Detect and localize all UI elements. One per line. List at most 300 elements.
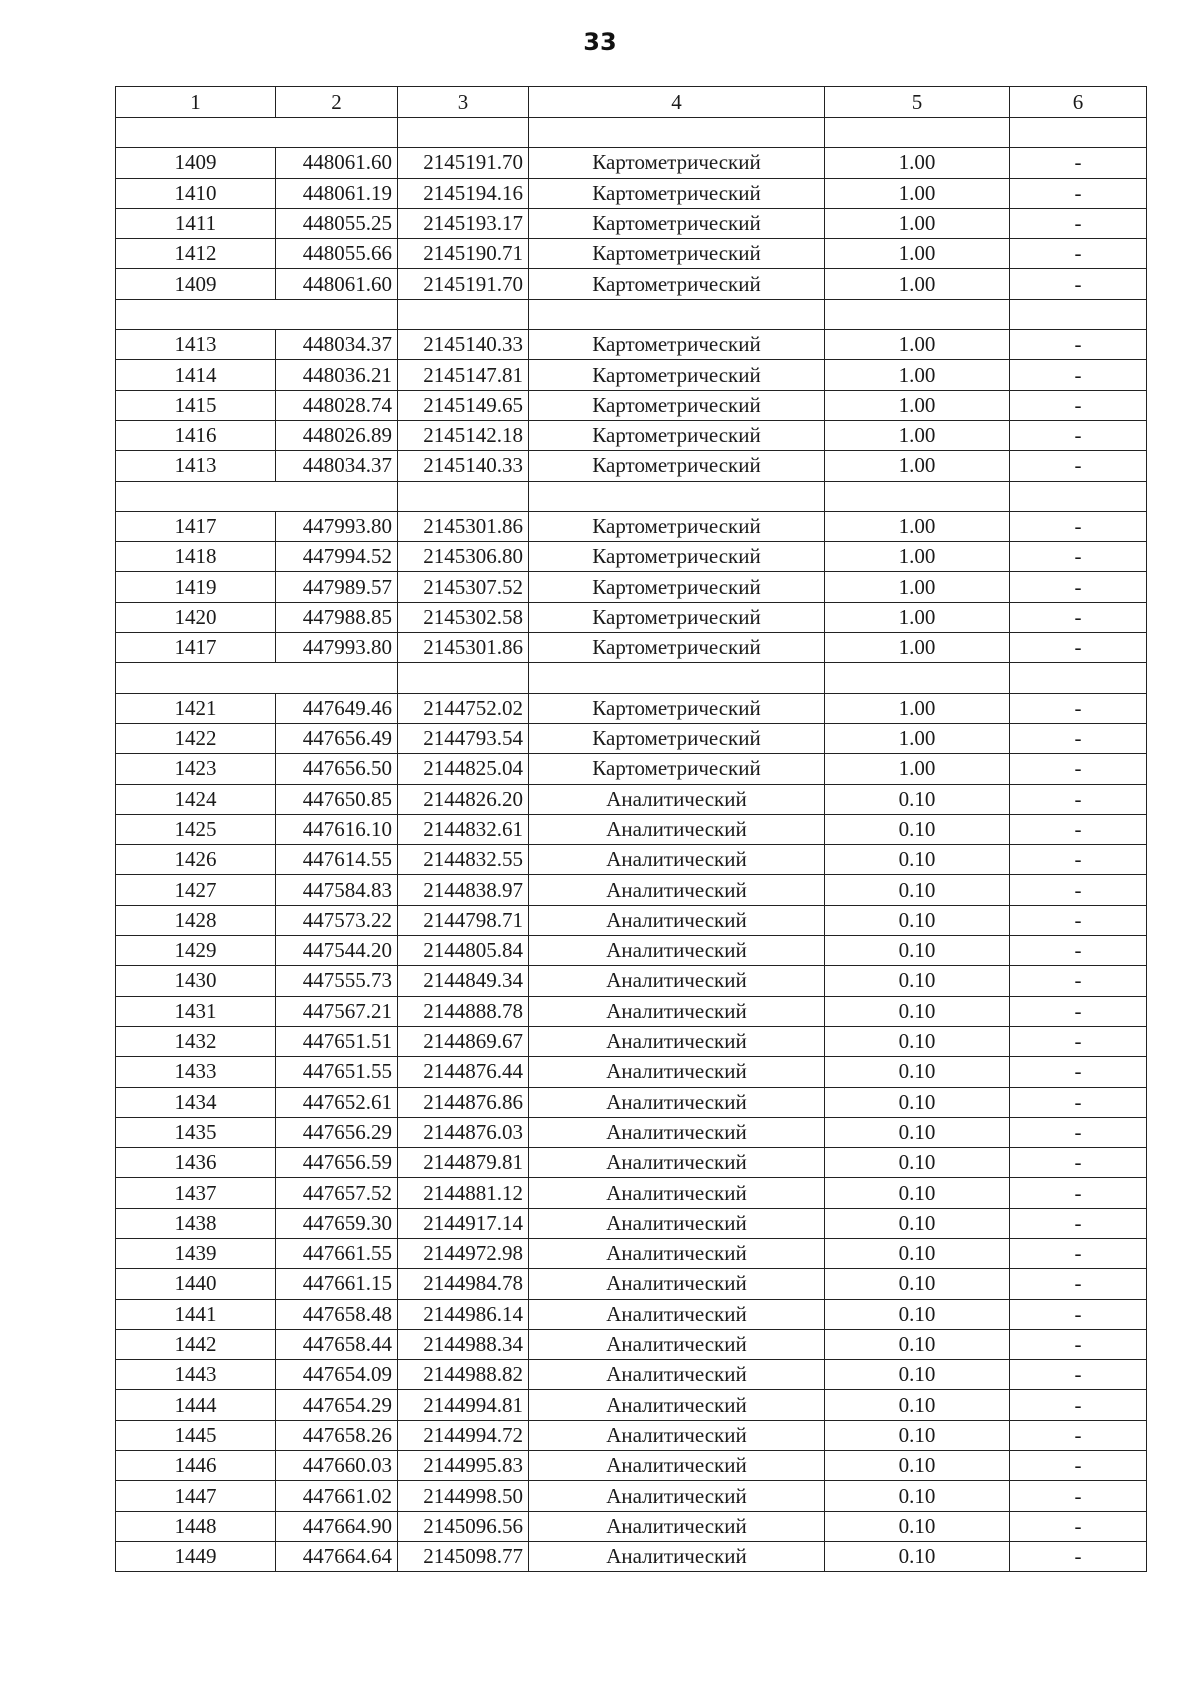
cell-col-3: 2145302.58 — [398, 602, 529, 632]
cell-col-2: 447616.10 — [276, 814, 398, 844]
cell-col-6: - — [1010, 208, 1147, 238]
cell-col-1: 1441 — [116, 1299, 276, 1329]
cell-col-6: - — [1010, 602, 1147, 632]
cell-col-3: 2144917.14 — [398, 1208, 529, 1238]
cell-col-6: - — [1010, 966, 1147, 996]
cell-col-5: 1.00 — [825, 360, 1010, 390]
cell-col-4: Картометрический — [529, 511, 825, 541]
cell-col-5: 0.10 — [825, 1451, 1010, 1481]
cell-col-1: 1435 — [116, 1117, 276, 1147]
cell-col-1: 1428 — [116, 905, 276, 935]
cell-col-1: 1430 — [116, 966, 276, 996]
cell-col-6: - — [1010, 875, 1147, 905]
cell-col-3: 2144805.84 — [398, 936, 529, 966]
cell-col-3: 2144832.55 — [398, 845, 529, 875]
cell-col-5: 0.10 — [825, 1481, 1010, 1511]
cell-col-5: 1.00 — [825, 420, 1010, 450]
cell-col-2: 447658.26 — [276, 1420, 398, 1450]
cell-col-3: 2145191.70 — [398, 269, 529, 299]
cell-col-4: Картометрический — [529, 360, 825, 390]
cell-col-6: - — [1010, 360, 1147, 390]
cell-col-6: - — [1010, 542, 1147, 572]
cell-col-4: Аналитический — [529, 875, 825, 905]
table-row — [116, 1541, 1147, 1571]
cell-col-2: 448036.21 — [276, 360, 398, 390]
cell-col-2: 448034.37 — [276, 330, 398, 360]
table-row — [116, 754, 1147, 784]
cell-col-4: Аналитический — [529, 1238, 825, 1268]
cell-col-6: - — [1010, 1360, 1147, 1390]
cell-col-1: 1417 — [116, 511, 276, 541]
cell-col-1: 1416 — [116, 420, 276, 450]
cell-col-1: 1427 — [116, 875, 276, 905]
cell-col-3: 2144988.82 — [398, 1360, 529, 1390]
cell-col-4: Аналитический — [529, 1511, 825, 1541]
cell-col-2: 448026.89 — [276, 420, 398, 450]
table-row — [116, 451, 1147, 481]
cell-col-3: 2144798.71 — [398, 905, 529, 935]
separator-row — [116, 299, 1147, 329]
table-row — [116, 966, 1147, 996]
cell-col-5: 0.10 — [825, 936, 1010, 966]
cell-col-5: 0.10 — [825, 1057, 1010, 1087]
cell-col-2: 447661.55 — [276, 1238, 398, 1268]
cell-col-5: 1.00 — [825, 602, 1010, 632]
cell-col-4: Аналитический — [529, 814, 825, 844]
cell-col-4: Картометрический — [529, 330, 825, 360]
cell-col-2: 447993.80 — [276, 633, 398, 663]
cell-col-5: 1.00 — [825, 723, 1010, 753]
cell-col-6: - — [1010, 1117, 1147, 1147]
cell-col-5: 1.00 — [825, 693, 1010, 723]
cell-col-4: Аналитический — [529, 1269, 825, 1299]
cell-col-6: - — [1010, 996, 1147, 1026]
cell-col-5: 0.10 — [825, 905, 1010, 935]
table-row — [116, 875, 1147, 905]
cell-col-5: 0.10 — [825, 875, 1010, 905]
separator-cell — [529, 299, 825, 329]
separator-cell — [398, 481, 529, 511]
cell-col-6: - — [1010, 814, 1147, 844]
cell-col-2: 447661.15 — [276, 1269, 398, 1299]
cell-col-2: 447651.55 — [276, 1057, 398, 1087]
page-number: 33 — [583, 28, 617, 56]
separator-row — [116, 663, 1147, 693]
cell-col-6: - — [1010, 1299, 1147, 1329]
cell-col-4: Картометрический — [529, 269, 825, 299]
cell-col-6: - — [1010, 905, 1147, 935]
cell-col-5: 0.10 — [825, 1087, 1010, 1117]
cell-col-6: - — [1010, 754, 1147, 784]
cell-col-2: 447659.30 — [276, 1208, 398, 1238]
cell-col-6: - — [1010, 845, 1147, 875]
table-row — [116, 784, 1147, 814]
cell-col-4: Аналитический — [529, 1299, 825, 1329]
cell-col-2: 447994.52 — [276, 542, 398, 572]
cell-col-6: - — [1010, 390, 1147, 420]
cell-col-5: 1.00 — [825, 178, 1010, 208]
cell-col-3: 2145140.33 — [398, 451, 529, 481]
cell-col-4: Аналитический — [529, 1208, 825, 1238]
cell-col-2: 447573.22 — [276, 905, 398, 935]
cell-col-6: - — [1010, 1087, 1147, 1117]
separator-cell — [398, 299, 529, 329]
cell-col-2: 447656.49 — [276, 723, 398, 753]
cell-col-1: 1444 — [116, 1390, 276, 1420]
cell-col-6: - — [1010, 1390, 1147, 1420]
cell-col-6: - — [1010, 633, 1147, 663]
cell-col-4: Аналитический — [529, 1087, 825, 1117]
cell-col-3: 2144825.04 — [398, 754, 529, 784]
cell-col-6: - — [1010, 148, 1147, 178]
cell-col-4: Аналитический — [529, 1451, 825, 1481]
column-header-6: 6 — [1010, 87, 1147, 118]
table-row — [116, 360, 1147, 390]
separator-cell — [825, 299, 1010, 329]
cell-col-3: 2144849.34 — [398, 966, 529, 996]
cell-col-5: 0.10 — [825, 1390, 1010, 1420]
cell-col-5: 0.10 — [825, 966, 1010, 996]
cell-col-3: 2144994.72 — [398, 1420, 529, 1450]
table-row — [116, 1087, 1147, 1117]
cell-col-1: 1443 — [116, 1360, 276, 1390]
cell-col-6: - — [1010, 1238, 1147, 1268]
cell-col-4: Картометрический — [529, 178, 825, 208]
cell-col-1: 1429 — [116, 936, 276, 966]
cell-col-2: 447656.29 — [276, 1117, 398, 1147]
cell-col-6: - — [1010, 1026, 1147, 1056]
cell-col-2: 447567.21 — [276, 996, 398, 1026]
cell-col-2: 447555.73 — [276, 966, 398, 996]
cell-col-3: 2144994.81 — [398, 1390, 529, 1420]
cell-col-6: - — [1010, 269, 1147, 299]
cell-col-1: 1442 — [116, 1329, 276, 1359]
column-header-1: 1 — [116, 87, 276, 118]
table-row — [116, 723, 1147, 753]
cell-col-4: Аналитический — [529, 1541, 825, 1571]
table-row — [116, 996, 1147, 1026]
cell-col-1: 1446 — [116, 1451, 276, 1481]
cell-col-2: 447993.80 — [276, 511, 398, 541]
cell-col-2: 447649.46 — [276, 693, 398, 723]
table-row — [116, 1420, 1147, 1450]
table-row — [116, 390, 1147, 420]
cell-col-2: 447660.03 — [276, 1451, 398, 1481]
cell-col-5: 0.10 — [825, 1238, 1010, 1268]
table-row — [116, 1026, 1147, 1056]
cell-col-1: 1418 — [116, 542, 276, 572]
separator-cell — [825, 481, 1010, 511]
table-row — [116, 1299, 1147, 1329]
cell-col-3: 2144986.14 — [398, 1299, 529, 1329]
cell-col-1: 1420 — [116, 602, 276, 632]
table-row — [116, 269, 1147, 299]
separator-row — [116, 118, 1147, 148]
cell-col-1: 1425 — [116, 814, 276, 844]
cell-col-3: 2145194.16 — [398, 178, 529, 208]
cell-col-6: - — [1010, 178, 1147, 208]
cell-col-2: 447654.09 — [276, 1360, 398, 1390]
cell-col-1: 1424 — [116, 784, 276, 814]
cell-col-3: 2145098.77 — [398, 1541, 529, 1571]
cell-col-4: Картометрический — [529, 148, 825, 178]
cell-col-3: 2144972.98 — [398, 1238, 529, 1268]
cell-col-6: - — [1010, 1451, 1147, 1481]
cell-col-4: Аналитический — [529, 1360, 825, 1390]
cell-col-5: 0.10 — [825, 1329, 1010, 1359]
separator-cell — [1010, 118, 1147, 148]
cell-col-4: Картометрический — [529, 208, 825, 238]
cell-col-3: 2144832.61 — [398, 814, 529, 844]
cell-col-6: - — [1010, 1511, 1147, 1541]
cell-col-3: 2145193.17 — [398, 208, 529, 238]
cell-col-4: Аналитический — [529, 1178, 825, 1208]
separator-cell — [1010, 481, 1147, 511]
separator-cell — [398, 663, 529, 693]
cell-col-4: Аналитический — [529, 1057, 825, 1087]
cell-col-3: 2145190.71 — [398, 239, 529, 269]
cell-col-2: 448055.25 — [276, 208, 398, 238]
cell-col-1: 1448 — [116, 1511, 276, 1541]
cell-col-6: - — [1010, 572, 1147, 602]
cell-col-3: 2145149.65 — [398, 390, 529, 420]
cell-col-2: 447664.90 — [276, 1511, 398, 1541]
cell-col-2: 448061.19 — [276, 178, 398, 208]
cell-col-2: 447988.85 — [276, 602, 398, 632]
table-row — [116, 1390, 1147, 1420]
cell-col-3: 2144988.34 — [398, 1329, 529, 1359]
cell-col-2: 447654.29 — [276, 1390, 398, 1420]
cell-col-2: 447651.51 — [276, 1026, 398, 1056]
table-row — [116, 1481, 1147, 1511]
table-row — [116, 542, 1147, 572]
table-row — [116, 208, 1147, 238]
table-row — [116, 845, 1147, 875]
cell-col-6: - — [1010, 1420, 1147, 1450]
cell-col-5: 0.10 — [825, 1026, 1010, 1056]
cell-col-2: 447650.85 — [276, 784, 398, 814]
cell-col-5: 0.10 — [825, 1178, 1010, 1208]
cell-col-2: 447656.59 — [276, 1148, 398, 1178]
cell-col-2: 447656.50 — [276, 754, 398, 784]
separator-cell — [529, 118, 825, 148]
cell-col-2: 447658.44 — [276, 1329, 398, 1359]
cell-col-5: 1.00 — [825, 239, 1010, 269]
cell-col-2: 447989.57 — [276, 572, 398, 602]
cell-col-1: 1413 — [116, 330, 276, 360]
separator-cell — [529, 663, 825, 693]
cell-col-1: 1447 — [116, 1481, 276, 1511]
cell-col-1: 1439 — [116, 1238, 276, 1268]
cell-col-3: 2145142.18 — [398, 420, 529, 450]
cell-col-6: - — [1010, 1178, 1147, 1208]
separator-cell — [1010, 663, 1147, 693]
cell-col-5: 0.10 — [825, 1299, 1010, 1329]
cell-col-4: Аналитический — [529, 1117, 825, 1147]
cell-col-3: 2144752.02 — [398, 693, 529, 723]
cell-col-1: 1411 — [116, 208, 276, 238]
cell-col-1: 1414 — [116, 360, 276, 390]
cell-col-2: 448061.60 — [276, 269, 398, 299]
separator-cell — [116, 118, 398, 148]
cell-col-2: 448055.66 — [276, 239, 398, 269]
cell-col-6: - — [1010, 936, 1147, 966]
cell-col-3: 2145096.56 — [398, 1511, 529, 1541]
cell-col-6: - — [1010, 1541, 1147, 1571]
cell-col-5: 1.00 — [825, 572, 1010, 602]
cell-col-1: 1440 — [116, 1269, 276, 1299]
cell-col-6: - — [1010, 420, 1147, 450]
cell-col-6: - — [1010, 330, 1147, 360]
table-row — [116, 1057, 1147, 1087]
cell-col-3: 2144838.97 — [398, 875, 529, 905]
cell-col-3: 2144879.81 — [398, 1148, 529, 1178]
cell-col-4: Аналитический — [529, 1420, 825, 1450]
cell-col-1: 1434 — [116, 1087, 276, 1117]
cell-col-1: 1412 — [116, 239, 276, 269]
cell-col-1: 1410 — [116, 178, 276, 208]
table-row — [116, 814, 1147, 844]
cell-col-6: - — [1010, 723, 1147, 753]
table-row — [116, 1178, 1147, 1208]
separator-cell — [398, 118, 529, 148]
cell-col-5: 0.10 — [825, 1148, 1010, 1178]
table-row — [116, 572, 1147, 602]
column-header-3: 3 — [398, 87, 529, 118]
cell-col-3: 2145307.52 — [398, 572, 529, 602]
cell-col-2: 447652.61 — [276, 1087, 398, 1117]
cell-col-4: Аналитический — [529, 1026, 825, 1056]
cell-col-4: Аналитический — [529, 784, 825, 814]
column-header-4: 4 — [529, 87, 825, 118]
table-row — [116, 1451, 1147, 1481]
cell-col-4: Картометрический — [529, 633, 825, 663]
cell-col-3: 2145191.70 — [398, 148, 529, 178]
cell-col-4: Картометрический — [529, 542, 825, 572]
table-row — [116, 1148, 1147, 1178]
cell-col-4: Картометрический — [529, 451, 825, 481]
cell-col-1: 1433 — [116, 1057, 276, 1087]
cell-col-6: - — [1010, 1208, 1147, 1238]
cell-col-5: 1.00 — [825, 269, 1010, 299]
cell-col-5: 0.10 — [825, 1208, 1010, 1238]
separator-cell — [1010, 299, 1147, 329]
cell-col-5: 0.10 — [825, 784, 1010, 814]
table-row — [116, 1208, 1147, 1238]
cell-col-3: 2144826.20 — [398, 784, 529, 814]
cell-col-6: - — [1010, 1481, 1147, 1511]
separator-cell — [825, 118, 1010, 148]
separator-row — [116, 481, 1147, 511]
cell-col-6: - — [1010, 784, 1147, 814]
cell-col-6: - — [1010, 511, 1147, 541]
cell-col-4: Аналитический — [529, 845, 825, 875]
cell-col-4: Аналитический — [529, 996, 825, 1026]
cell-col-3: 2144876.03 — [398, 1117, 529, 1147]
separator-cell — [116, 299, 398, 329]
table-row — [116, 420, 1147, 450]
table-body — [116, 118, 1147, 1572]
cell-col-1: 1419 — [116, 572, 276, 602]
table-row — [116, 148, 1147, 178]
separator-cell — [116, 663, 398, 693]
cell-col-5: 1.00 — [825, 330, 1010, 360]
cell-col-6: - — [1010, 1329, 1147, 1359]
cell-col-5: 0.10 — [825, 1360, 1010, 1390]
table-row — [116, 239, 1147, 269]
table-row — [116, 633, 1147, 663]
cell-col-4: Картометрический — [529, 693, 825, 723]
cell-col-1: 1422 — [116, 723, 276, 753]
table-row — [116, 1238, 1147, 1268]
cell-col-3: 2145301.86 — [398, 511, 529, 541]
cell-col-1: 1432 — [116, 1026, 276, 1056]
cell-col-3: 2145147.81 — [398, 360, 529, 390]
cell-col-2: 448034.37 — [276, 451, 398, 481]
cell-col-5: 0.10 — [825, 1117, 1010, 1147]
cell-col-2: 447544.20 — [276, 936, 398, 966]
cell-col-5: 1.00 — [825, 451, 1010, 481]
cell-col-6: - — [1010, 693, 1147, 723]
cell-col-1: 1421 — [116, 693, 276, 723]
cell-col-3: 2144888.78 — [398, 996, 529, 1026]
cell-col-4: Картометрический — [529, 390, 825, 420]
cell-col-5: 0.10 — [825, 996, 1010, 1026]
separator-cell — [529, 481, 825, 511]
cell-col-5: 1.00 — [825, 633, 1010, 663]
coordinates-table — [115, 86, 1147, 1572]
cell-col-4: Аналитический — [529, 1329, 825, 1359]
cell-col-1: 1445 — [116, 1420, 276, 1450]
cell-col-3: 2144869.67 — [398, 1026, 529, 1056]
separator-cell — [825, 663, 1010, 693]
cell-col-3: 2145140.33 — [398, 330, 529, 360]
cell-col-4: Картометрический — [529, 602, 825, 632]
cell-col-1: 1431 — [116, 996, 276, 1026]
cell-col-5: 1.00 — [825, 208, 1010, 238]
cell-col-2: 447658.48 — [276, 1299, 398, 1329]
header-row — [116, 87, 1147, 118]
table-row — [116, 1360, 1147, 1390]
cell-col-1: 1415 — [116, 390, 276, 420]
cell-col-1: 1438 — [116, 1208, 276, 1238]
cell-col-3: 2145306.80 — [398, 542, 529, 572]
cell-col-4: Аналитический — [529, 1481, 825, 1511]
cell-col-1: 1409 — [116, 269, 276, 299]
table-row — [116, 1117, 1147, 1147]
cell-col-3: 2144995.83 — [398, 1451, 529, 1481]
column-header-5: 5 — [825, 87, 1010, 118]
cell-col-2: 447661.02 — [276, 1481, 398, 1511]
table-row — [116, 1511, 1147, 1541]
cell-col-5: 1.00 — [825, 148, 1010, 178]
cell-col-4: Аналитический — [529, 1148, 825, 1178]
table-row — [116, 511, 1147, 541]
cell-col-6: - — [1010, 1269, 1147, 1299]
cell-col-1: 1413 — [116, 451, 276, 481]
table-row — [116, 602, 1147, 632]
cell-col-2: 447664.64 — [276, 1541, 398, 1571]
cell-col-3: 2144998.50 — [398, 1481, 529, 1511]
cell-col-2: 447584.83 — [276, 875, 398, 905]
cell-col-2: 447657.52 — [276, 1178, 398, 1208]
cell-col-5: 0.10 — [825, 814, 1010, 844]
cell-col-5: 0.10 — [825, 845, 1010, 875]
cell-col-4: Картометрический — [529, 420, 825, 450]
table-row — [116, 1329, 1147, 1359]
table-row — [116, 178, 1147, 208]
cell-col-6: - — [1010, 451, 1147, 481]
